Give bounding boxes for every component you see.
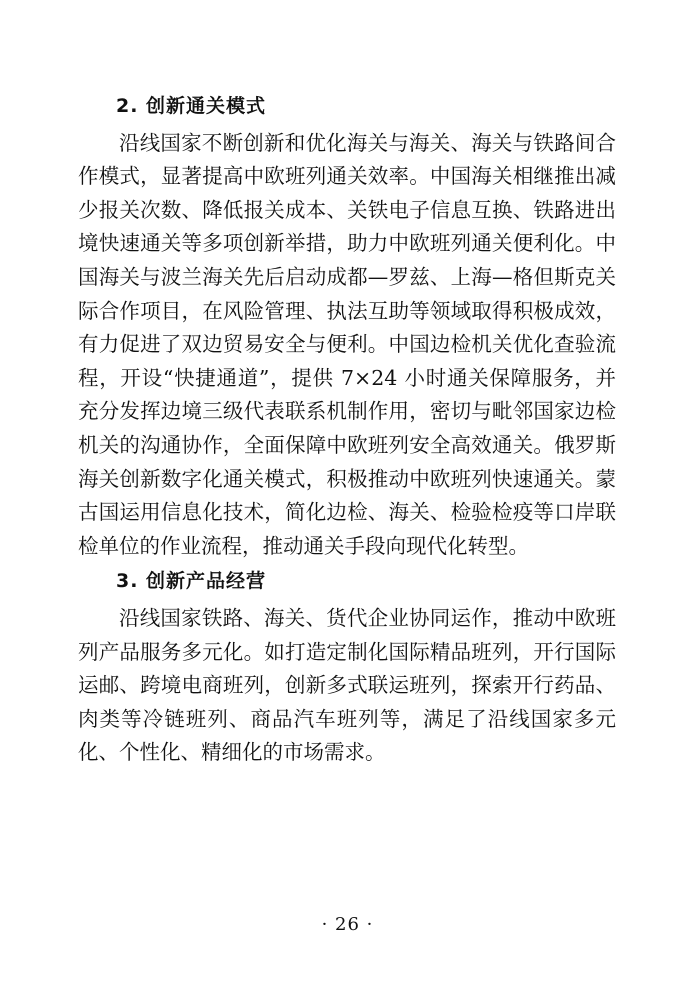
page-number: · 26 ·: [321, 914, 374, 935]
section-heading-product-operation: 3. 创新产品经营: [116, 570, 267, 593]
page-content: [78, 90, 616, 770]
section-heading-customs-clearance: 2. 创新通关模式: [116, 95, 267, 117]
section-paragraph-customs-clearance: 沿线国家不断创新和优化海关与海关、海关与铁路间合作模式，显著提高中欧班列通关效率。中国海关相继推出减少报关次数、降低报关成本、关铁电子信息互换、铁路进出境快速通关等多项创新举措，助力中欧班列通关便利化。中国海关与波兰海关先后启动成都—罗兹、上海—格但斯克关际合作项目，在风险管理、执法互助等领域取得积极成效，有力促进了双边贸易安全与便利。中国边检机关优化查验流程，开设“快捷通道”，提供 7×24 小时通关保障服务，并充分发挥边境三级代表联系机制作用，密切与毗邻国家边检机关的沟通协作，全面保障中欧班列安全高效通关。俄罗斯海关创新数字化通关模式，积极推动中欧班列快速通关。蒙古国运用信息化技术，简化边检、海关、检验检疫等口岸联检单位的作业流程，推动通关手段向现代化转型。: [78, 130, 616, 558]
section-paragraph-product-operation: 沿线国家铁路、海关、货代企业协同运作，推动中欧班列产品服务多元化。如打造定制化国际精品班列，开行国际运邮、跨境电商班列，创新多式联运班列，探索开行药品、肉类等冷链班列、商品汽车班列等，满足了沿线国家多元化、个性化、精细化的市场需求。: [78, 605, 616, 765]
